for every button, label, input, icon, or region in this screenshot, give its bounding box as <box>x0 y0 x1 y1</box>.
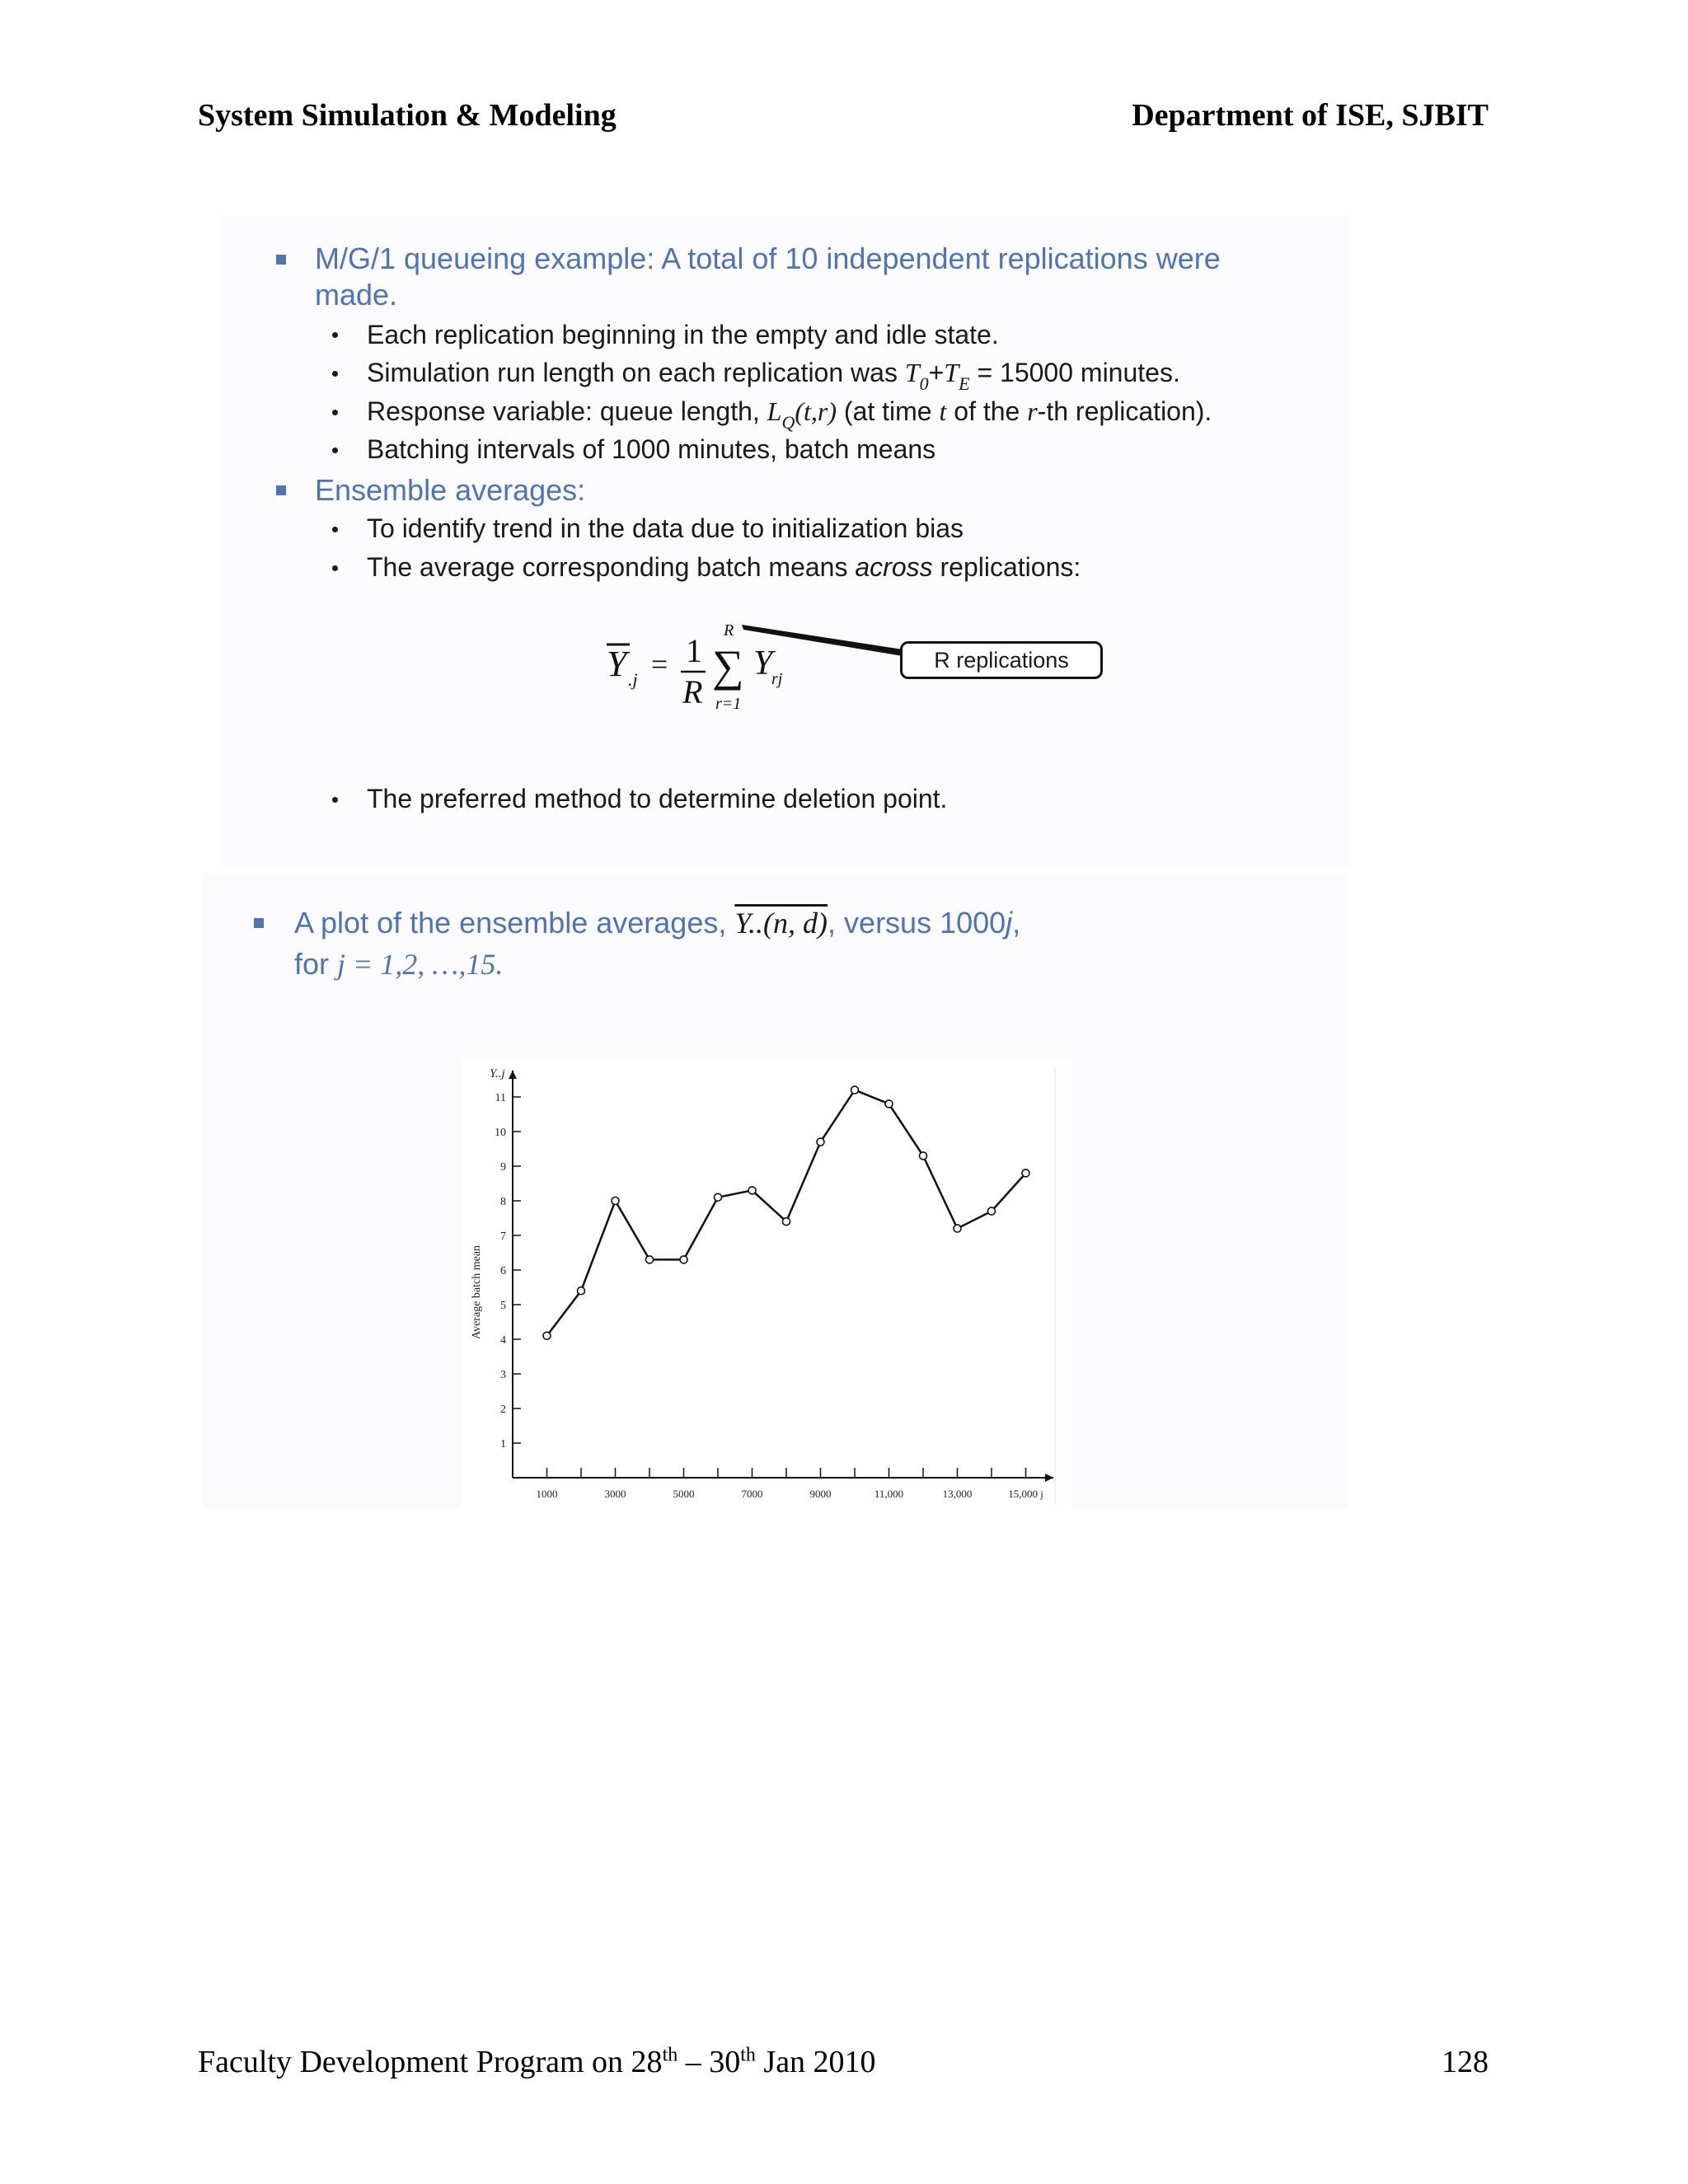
formula-equals: = <box>651 648 668 681</box>
header-title: System Simulation & Modeling <box>198 98 617 133</box>
y-tick-label: 6 <box>500 1265 506 1277</box>
formula-numerator: 1 <box>686 632 702 669</box>
dot-bullet-icon <box>332 565 338 571</box>
bullet-mg1-line2: made. <box>315 278 398 312</box>
item-identify-trend: To identify trend in the data due to initialization bias <box>367 513 964 543</box>
data-point-marker <box>783 1218 790 1226</box>
y-tick-label: 2 <box>500 1404 506 1416</box>
y-tick-label: 9 <box>500 1161 506 1174</box>
data-point-marker <box>988 1207 996 1215</box>
item-run-length: Simulation run length on each replication was $T_0+T_E = 15000$ minutes. <box>367 358 1180 394</box>
formula-term: Y <box>753 644 773 682</box>
x-tick-label: 11,000 <box>874 1488 904 1500</box>
bullet-mg1-line1: M/G/1 queueing example: A total of 10 independent replications were <box>315 241 1221 275</box>
x-tick-label: 9000 <box>809 1488 832 1500</box>
data-point-marker <box>680 1256 687 1263</box>
ensemble-average-chart <box>462 1059 1071 1521</box>
item-deletion-point: The preferred method to determine deletion point. <box>367 784 948 813</box>
dot-bullet-icon <box>332 448 338 453</box>
r-replications-callout: R replications <box>900 641 1103 679</box>
callout-pointer <box>734 618 907 668</box>
data-point-marker <box>612 1197 619 1205</box>
data-point-marker <box>851 1086 859 1094</box>
y-tick-label: 1 <box>500 1438 506 1451</box>
y-tick-label: 5 <box>500 1300 506 1312</box>
heading-ensemble-averages: Ensemble averages: <box>315 473 586 507</box>
page-number: 128 <box>1442 2045 1489 2079</box>
sigma-icon: ∑ <box>712 641 744 691</box>
dot-bullet-icon <box>332 410 338 415</box>
data-point-marker <box>715 1193 722 1201</box>
plot-caption-line1: A plot of the ensemble averages, Y..(n, d), versus 1000j, <box>294 906 1021 940</box>
dot-bullet-icon <box>332 332 338 338</box>
data-point-marker <box>543 1332 551 1339</box>
x-tick-label: 15,000 j <box>1008 1488 1043 1500</box>
y-tick-label: 7 <box>500 1230 506 1243</box>
header-department: Department of ISE, SJBIT <box>1132 98 1489 133</box>
data-point-marker <box>817 1138 824 1146</box>
data-point-marker <box>954 1225 961 1232</box>
square-bullet-icon <box>276 485 286 495</box>
data-point-marker <box>920 1152 927 1160</box>
item-empty-idle: Each replication beginning in the empty and idle state. <box>367 320 999 349</box>
x-tick-label: 13,000 <box>942 1488 973 1500</box>
item-average-across: The average corresponding batch means across replications: <box>367 552 1081 582</box>
plot-caption-line2: for j = 1,2, …,15. <box>294 947 504 981</box>
x-tick-label: 5000 <box>673 1488 695 1500</box>
dot-bullet-icon <box>332 527 338 532</box>
square-bullet-icon <box>254 918 264 928</box>
y-tick-label: 8 <box>500 1196 506 1208</box>
y-axis-label: Average batch mean <box>471 1244 483 1340</box>
y-tick-label: 10 <box>495 1127 506 1139</box>
dot-bullet-icon <box>332 797 338 803</box>
chart-background <box>462 1059 1071 1521</box>
formula-term-sub: rj <box>771 670 783 688</box>
data-point-marker <box>1022 1169 1029 1177</box>
data-point-marker <box>748 1187 756 1194</box>
formula-denominator: R <box>682 673 703 710</box>
formula-lhs-sub: .j <box>628 669 638 690</box>
y-tick-label: 3 <box>500 1369 506 1381</box>
data-point-marker <box>885 1100 893 1108</box>
y-axis-symbol: Y..j <box>490 1067 505 1080</box>
square-bullet-icon <box>276 255 286 265</box>
formula-lhs: Y <box>607 644 627 684</box>
formula-lower-limit: r=1 <box>715 695 742 713</box>
data-point-marker <box>578 1287 585 1295</box>
item-batching-intervals: Batching intervals of 1000 minutes, batch means <box>367 434 936 464</box>
footer-program: Faculty Development Program on 28th – 30th Jan 2010 <box>198 2044 876 2079</box>
x-tick-label: 1000 <box>536 1488 558 1500</box>
x-tick-label: 7000 <box>741 1488 763 1500</box>
item-response-variable: Response variable: queue length, $L_Q(t,r)$ (at time t of the r-th replication). <box>367 396 1212 433</box>
data-point-marker <box>646 1256 654 1263</box>
y-tick-label: 11 <box>495 1092 506 1104</box>
formula-upper-limit: R <box>724 621 734 640</box>
dot-bullet-icon <box>332 371 338 377</box>
x-tick-label: 3000 <box>604 1488 626 1500</box>
y-tick-label: 4 <box>500 1334 506 1347</box>
